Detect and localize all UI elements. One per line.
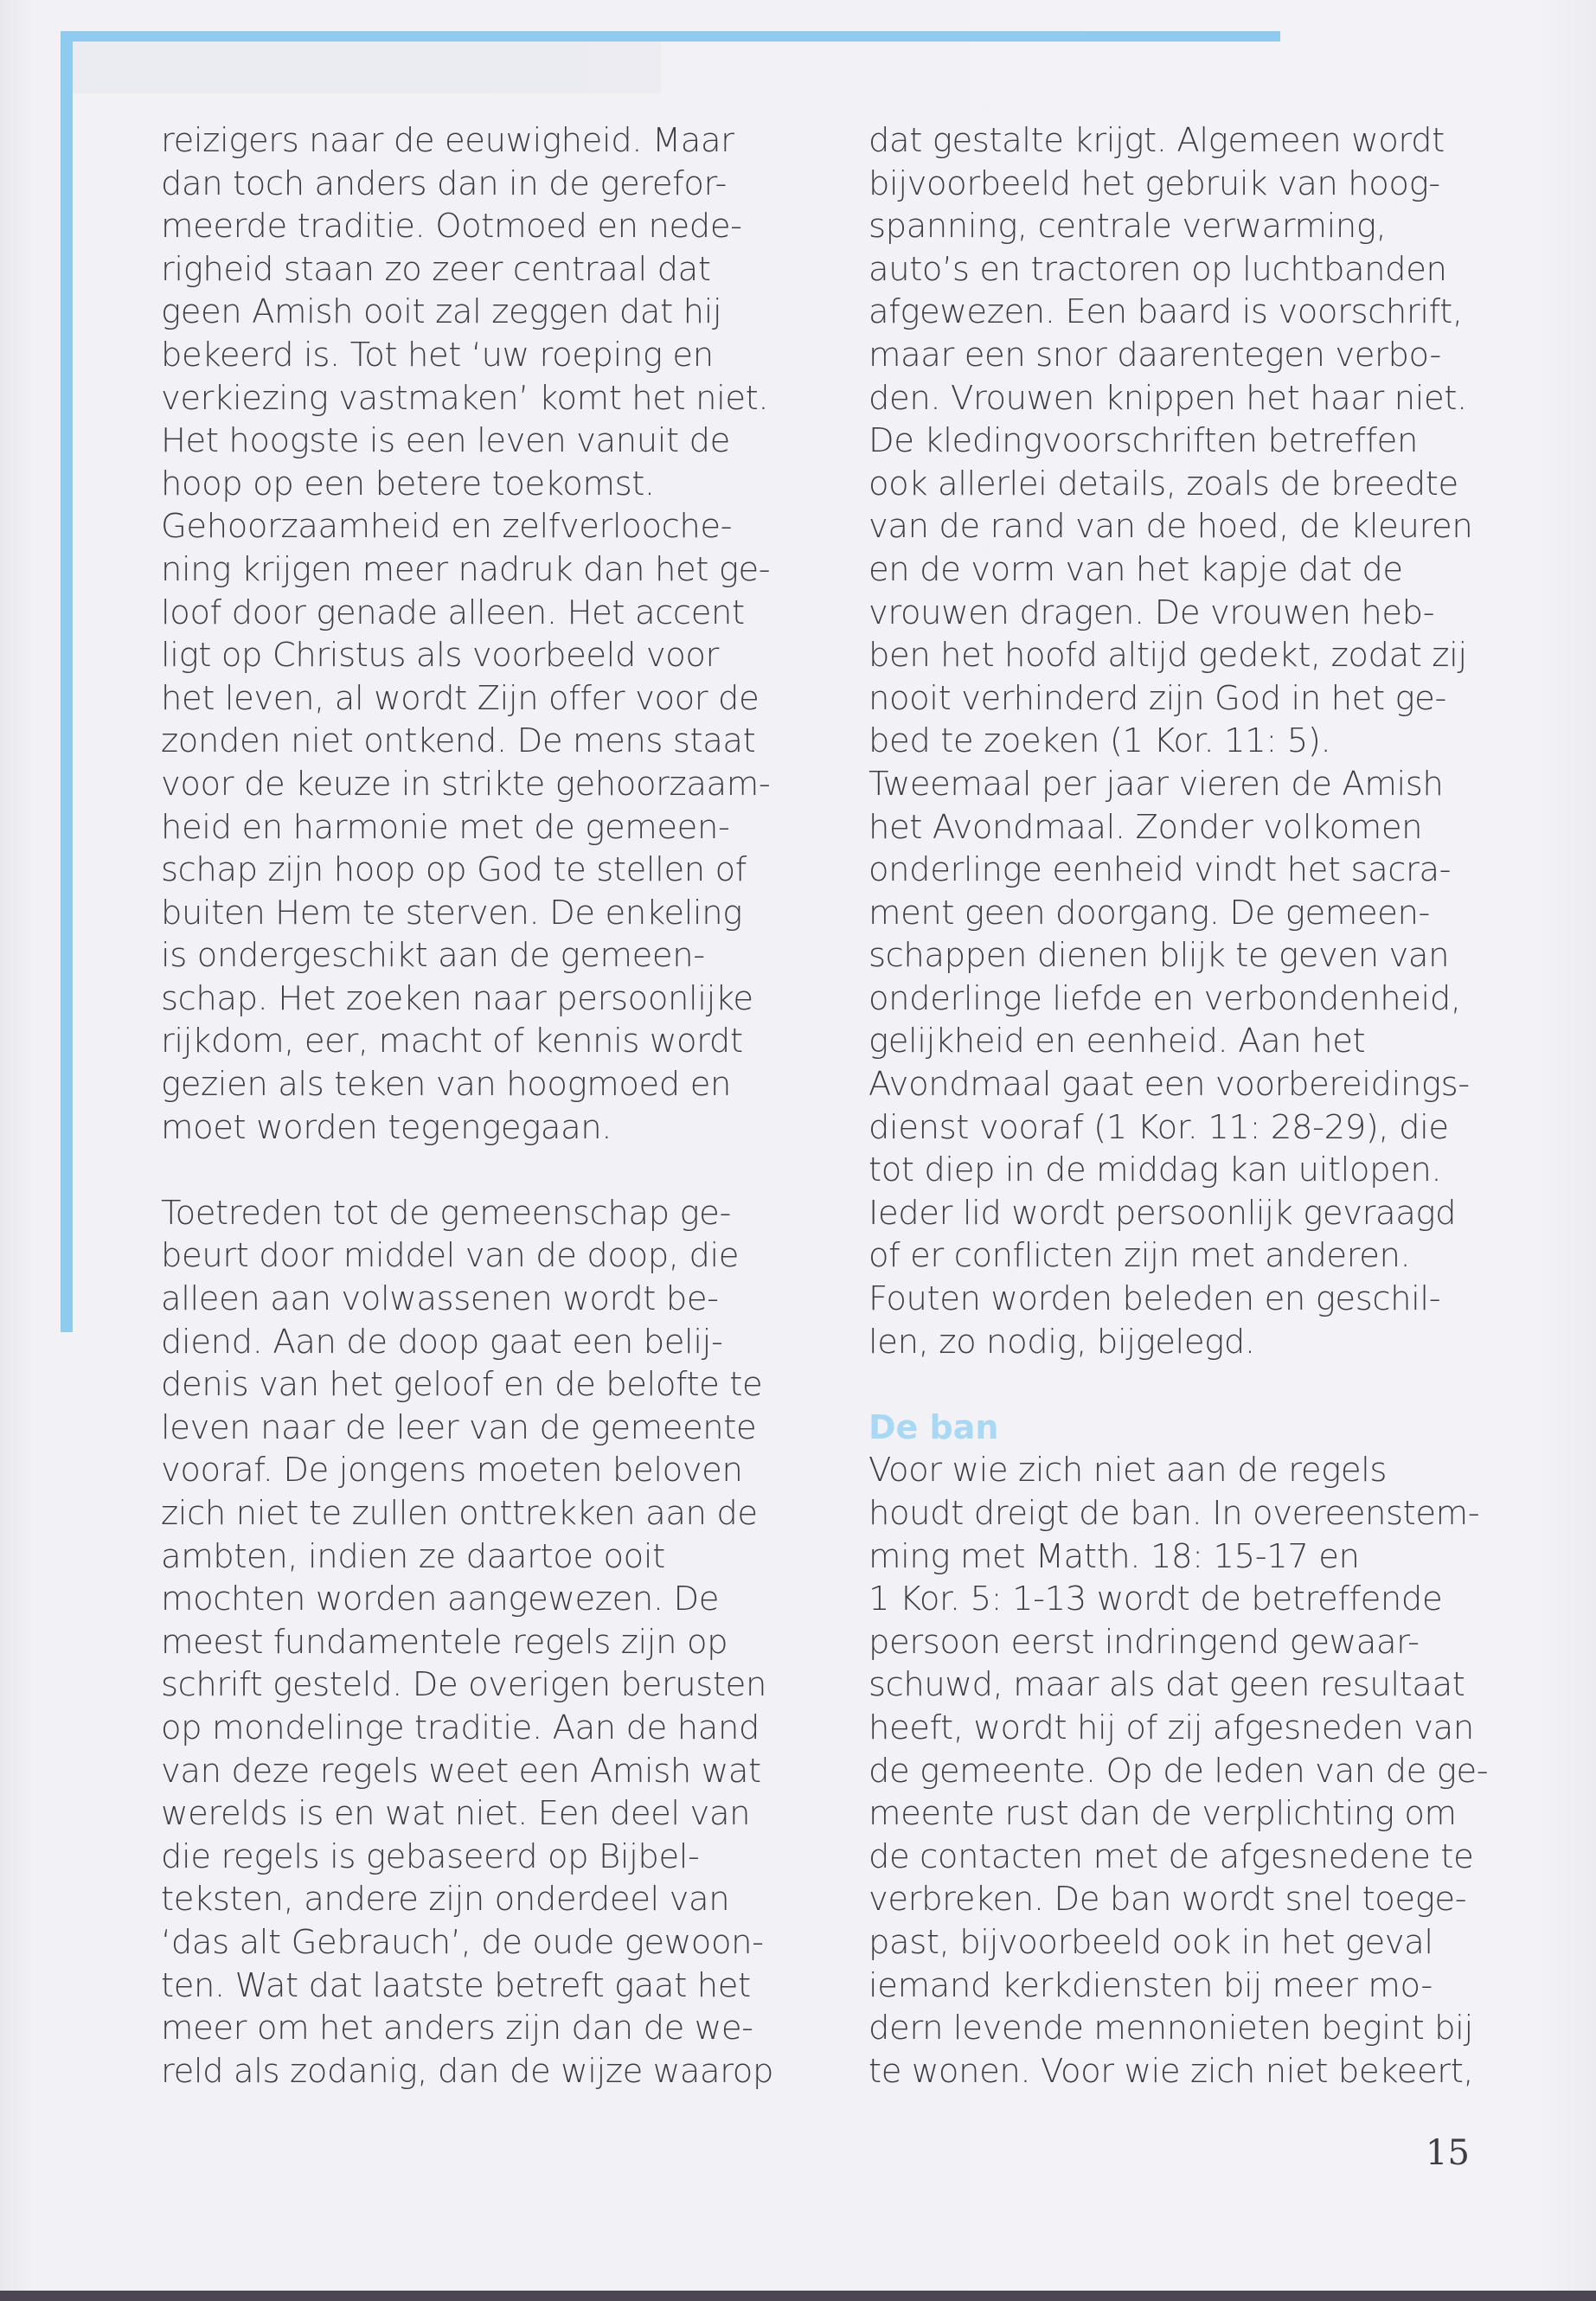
text-line: bed te zoeken (1 Kor. 11: 5). bbox=[869, 721, 1331, 761]
left-paragraph-2 bbox=[161, 1192, 797, 2093]
page-number: 15 bbox=[1426, 2133, 1470, 2173]
text-line: meest fundamentele regels zijn op bbox=[161, 1622, 728, 1662]
text-line: beurt door middel van de doop, die bbox=[161, 1236, 740, 1276]
text-line: de contacten met de afgesnedene te bbox=[869, 1836, 1474, 1876]
text-line: schappen dienen blijk te geven van bbox=[869, 936, 1450, 976]
text-line: hoop op een betere toekomst. bbox=[161, 464, 655, 503]
text-line: meer om het anders zijn dan de we- bbox=[161, 2009, 753, 2048]
text-line: Voor wie zich niet aan de regels bbox=[869, 1451, 1388, 1490]
text-line: denis van het geloof en de belofte te bbox=[161, 1365, 763, 1405]
text-line: reld als zodanig, dan de wijze waarop bbox=[161, 2051, 773, 2091]
text-line: het Avondmaal. Zonder volkomen bbox=[869, 807, 1423, 847]
top-accent-rule bbox=[61, 31, 1280, 42]
text-line: maar een snor daarentegen verbo- bbox=[869, 335, 1441, 375]
header-shade bbox=[73, 42, 661, 93]
text-line: spanning, centrale verwarming, bbox=[869, 207, 1387, 247]
paragraph-gap bbox=[161, 1149, 797, 1192]
text-line: Ieder lid wordt persoonlijk gevraagd bbox=[869, 1193, 1457, 1233]
text-line: het leven, al wordt Zijn offer voor de bbox=[161, 678, 760, 718]
text-line: loof door genade alleen. Het accent bbox=[161, 593, 745, 632]
text-line: gelijkheid en eenheid. Aan het bbox=[869, 1022, 1366, 1061]
left-accent-rule bbox=[61, 31, 73, 1332]
text-line: persoon eerst indringend gewaar- bbox=[869, 1622, 1420, 1662]
paragraph-gap bbox=[869, 1363, 1504, 1407]
section-heading-de-ban: De ban bbox=[869, 1407, 999, 1446]
text-line: verkiezing vastmaken’ komt het niet. bbox=[161, 378, 769, 418]
right-column bbox=[869, 119, 1504, 2093]
text-line: buiten Hem te sterven. De enkeling bbox=[161, 893, 742, 933]
text-line: zonden niet ontkend. De mens staat bbox=[161, 721, 756, 761]
text-line: heid en harmonie met de gemeen- bbox=[161, 807, 730, 847]
text-line: te wonen. Voor wie zich niet bekeert, bbox=[869, 2051, 1474, 2091]
text-line: meente rust dan de verplichting om bbox=[869, 1794, 1457, 1834]
right-paragraph-2 bbox=[869, 1449, 1504, 2093]
text-line: afgewezen. Een baard is voorschrift, bbox=[869, 292, 1463, 332]
text-line: moet worden tegengegaan. bbox=[161, 1107, 612, 1147]
text-line: dat gestalte krijgt. Algemeen wordt bbox=[869, 121, 1445, 160]
text-line: schrift gesteld. De overigen berusten bbox=[161, 1665, 766, 1705]
text-line: schap. Het zoeken naar persoonlijke bbox=[161, 978, 753, 1018]
left-column bbox=[161, 119, 797, 2093]
page-bottom-edge bbox=[0, 2291, 1596, 2301]
text-line: Toetreden tot de gemeenschap ge- bbox=[161, 1193, 731, 1233]
text-line: onderlinge liefde en verbondenheid, bbox=[869, 978, 1461, 1018]
text-line: gezien als teken van hoogmoed en bbox=[161, 1065, 731, 1105]
text-line: van de rand van de hoed, de kleuren bbox=[869, 507, 1473, 547]
text-line: alleen aan volwassenen wordt be- bbox=[161, 1279, 719, 1319]
text-line: zich niet te zullen onttrekken aan de bbox=[161, 1494, 758, 1533]
text-line: righeid staan zo zeer centraal dat bbox=[161, 249, 711, 289]
text-line: vooraf. De jongens moeten beloven bbox=[161, 1451, 743, 1490]
text-line: ligt op Christus als voorbeeld voor bbox=[161, 636, 719, 676]
text-line: ment geen doorgang. De gemeen- bbox=[869, 893, 1430, 933]
text-line: diend. Aan de doop gaat een belij- bbox=[161, 1322, 723, 1362]
text-line: tot diep in de middag kan uitlopen. bbox=[869, 1150, 1442, 1190]
text-line: Het hoogste is een leven vanuit de bbox=[161, 421, 730, 461]
text-line: Tweemaal per jaar vieren de Amish bbox=[869, 764, 1444, 804]
text-line: werelds is en wat niet. Een deel van bbox=[161, 1794, 751, 1834]
text-line: of er conflicten zijn met anderen. bbox=[869, 1236, 1411, 1276]
text-line: meerde traditie. Ootmoed en nede- bbox=[161, 207, 742, 247]
text-line: reizigers naar de eeuwigheid. Maar bbox=[161, 121, 734, 160]
text-line: op mondelinge traditie. Aan de hand bbox=[161, 1708, 760, 1747]
text-line: ambten, indien ze daartoe ooit bbox=[161, 1536, 665, 1576]
text-line: schuwd, maar als dat geen resultaat bbox=[869, 1665, 1465, 1705]
left-paragraph-1 bbox=[161, 119, 797, 1149]
text-line: past, bijvoorbeeld ook in het geval bbox=[869, 1922, 1433, 1962]
text-line: en de vorm van het kapje dat de bbox=[869, 549, 1403, 589]
text-line: De kledingvoorschriften betreffen bbox=[869, 421, 1418, 461]
text-line: leven naar de leer van de gemeente bbox=[161, 1407, 757, 1447]
text-line: ning krijgen meer nadruk dan het ge- bbox=[161, 549, 771, 589]
text-line: heeft, wordt hij of zij afgesneden van bbox=[869, 1708, 1474, 1747]
text-line: mochten worden aangewezen. De bbox=[161, 1580, 720, 1619]
text-line: de gemeente. Op de leden van de ge- bbox=[869, 1751, 1489, 1791]
text-line: is ondergeschikt aan de gemeen- bbox=[161, 936, 705, 976]
text-line: dienst vooraf (1 Kor. 11: 28-29), die bbox=[869, 1107, 1449, 1147]
text-line: rijkdom, eer, macht of kennis wordt bbox=[161, 1022, 743, 1061]
text-line: bijvoorbeeld het gebruik van hoog- bbox=[869, 163, 1440, 203]
text-line: bekeerd is. Tot het ‘uw roeping en bbox=[161, 335, 714, 375]
text-line: ‘das alt Gebrauch’, de oude gewoon- bbox=[161, 1922, 764, 1962]
right-paragraph-1 bbox=[869, 119, 1504, 1363]
text-line: len, zo nodig, bijgelegd. bbox=[869, 1322, 1255, 1362]
text-line: Avondmaal gaat een voorbereidings- bbox=[869, 1065, 1470, 1105]
text-line: iemand kerkdiensten bij meer mo- bbox=[869, 1965, 1433, 2005]
text-line: ming met Matth. 18: 15-17 en bbox=[869, 1536, 1360, 1576]
text-line: ten. Wat dat laatste betreft gaat het bbox=[161, 1965, 751, 2005]
text-line: van deze regels weet een Amish wat bbox=[161, 1751, 761, 1791]
text-line: teksten, andere zijn onderdeel van bbox=[161, 1880, 730, 1920]
text-line: Fouten worden beleden en geschil- bbox=[869, 1279, 1441, 1319]
text-line: Gehoorzaamheid en zelfverlooche- bbox=[161, 507, 733, 547]
text-line: geen Amish ooit zal zeggen dat hij bbox=[161, 292, 722, 332]
text-line: dan toch anders dan in de gerefor- bbox=[161, 163, 727, 203]
text-line: vrouwen dragen. De vrouwen heb- bbox=[869, 593, 1435, 632]
text-line: auto’s en tractoren op luchtbanden bbox=[869, 249, 1447, 289]
text-line: den. Vrouwen knippen het haar niet. bbox=[869, 378, 1467, 418]
text-line: dern levende mennonieten begint bij bbox=[869, 2009, 1473, 2048]
text-line: verbreken. De ban wordt snel toege- bbox=[869, 1880, 1467, 1920]
text-line: nooit verhinderd zijn God in het ge- bbox=[869, 678, 1446, 718]
text-line: houdt dreigt de ban. In overeenstem- bbox=[869, 1494, 1480, 1533]
text-line: 1 Kor. 5: 1-13 wordt de betreffende bbox=[869, 1580, 1443, 1619]
text-line: die regels is gebaseerd op Bijbel- bbox=[161, 1836, 700, 1876]
text-line: schap zijn hoop op God te stellen of bbox=[161, 850, 747, 890]
text-line: ook allerlei details, zoals de breedte bbox=[869, 464, 1458, 503]
text-line: onderlinge eenheid vindt het sacra- bbox=[869, 850, 1452, 890]
text-line: ben het hoofd altijd gedekt, zodat zij bbox=[869, 636, 1467, 676]
text-line: voor de keuze in strikte gehoorzaam- bbox=[161, 764, 771, 804]
